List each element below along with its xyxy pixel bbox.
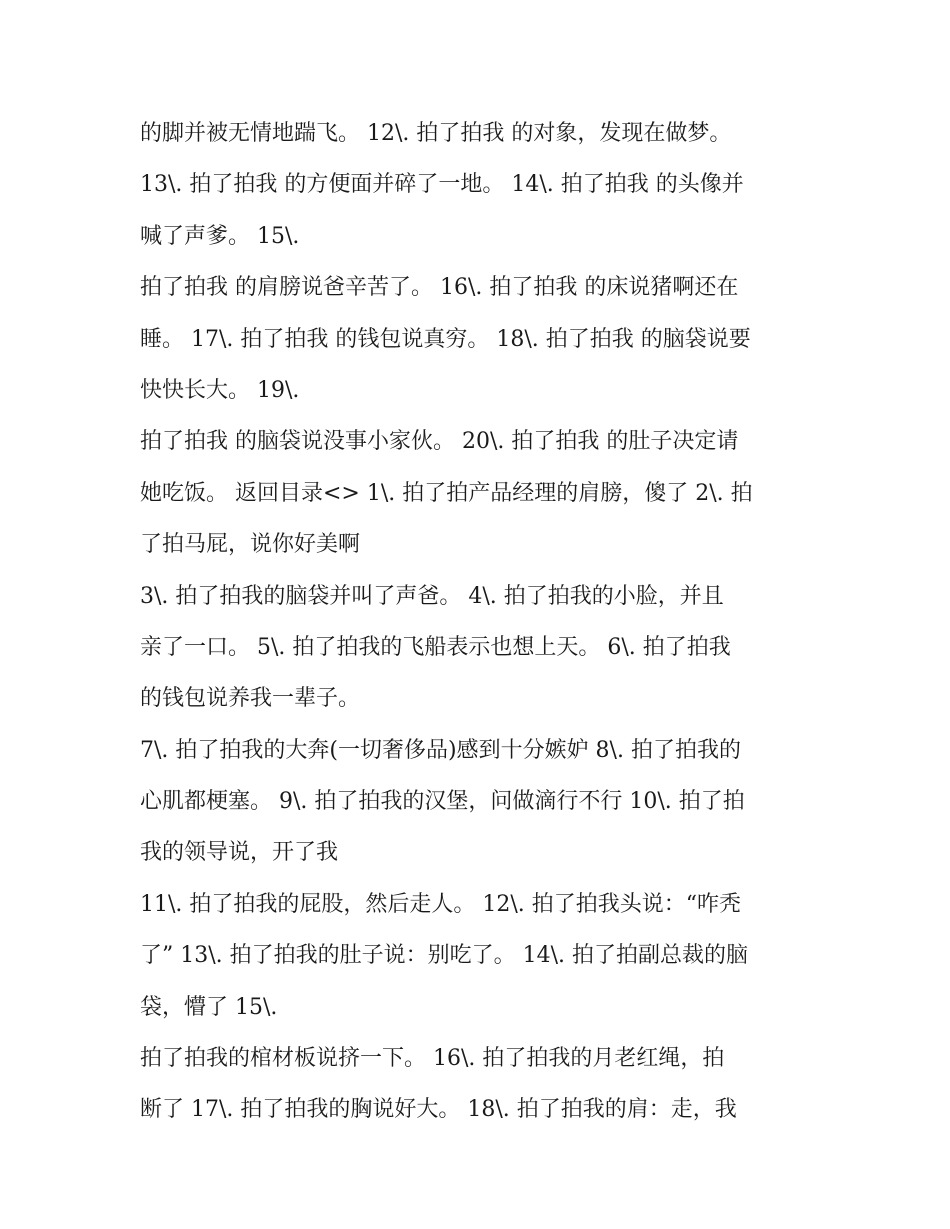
text-line: 拍了拍我的棺材板说挤一下。 16\. 拍了拍我的月老红绳，拍 — [140, 1046, 725, 1072]
text-line: 快快长大。 19\. — [140, 377, 300, 403]
text-line: 喊了声爹。 15\. — [140, 223, 300, 249]
text-line: 3\. 拍了拍我的脑袋并叫了声爸。 4\. 拍了拍我的小脸，并且 — [140, 583, 724, 609]
text-line: 的脚并被无情地踹飞。 12\. 拍了拍我 的对象，发现在做梦。 — [140, 121, 732, 146]
text-line: 拍了拍我 的肩膀说爸辛苦了。 16\. 拍了拍我 的床说猪啊还在 — [140, 275, 739, 301]
text-line: 断了 17\. 拍了拍我的胸说好大。 18\. 拍了拍我的肩：走，我 — [140, 1097, 737, 1123]
text-line: 7\. 拍了拍我的大奔(一切奢侈品)感到十分嫉妒 8\. 拍了拍我的 — [140, 737, 741, 763]
text-line: 袋，懵了 15\. — [140, 994, 278, 1020]
text-line: 了拍马屁，说你好美啊 — [140, 532, 361, 558]
document-body — [140, 108, 820, 1136]
text-line: 睡。 17\. 拍了拍我 的钱包说真穷。 18\. 拍了拍我 的脑袋说要 — [140, 326, 751, 352]
text-line: 她吃饭。 返回目录<> 1\. 拍了拍产品经理的肩膀，傻了 2\. 拍 — [140, 480, 753, 506]
text-line: 的钱包说养我一辈子。 — [140, 686, 361, 712]
text-line: 11\. 拍了拍我的屁股，然后走人。 12\. 拍了拍我头说：“咋秃 — [140, 891, 742, 917]
text-line: 亲了一口。 5\. 拍了拍我的飞船表示也想上天。 6\. 拍了拍我 — [140, 634, 731, 660]
text-line: 了” 13\. 拍了拍我的肚子说：别吃了。 14\. 拍了拍副总裁的脑 — [140, 943, 749, 969]
text-line: 13\. 拍了拍我 的方便面并碎了一地。 14\. 拍了拍我 的头像并 — [140, 172, 744, 198]
text-line: 我的领导说，开了我 — [140, 840, 339, 866]
text-line: 拍了拍我 的脑袋说没事小家伙。 20\. 拍了拍我 的肚子决定请 — [140, 429, 739, 455]
text-line: 心肌都梗塞。 9\. 拍了拍我的汉堡，问做滴行不行 10\. 拍了拍 — [140, 789, 745, 815]
